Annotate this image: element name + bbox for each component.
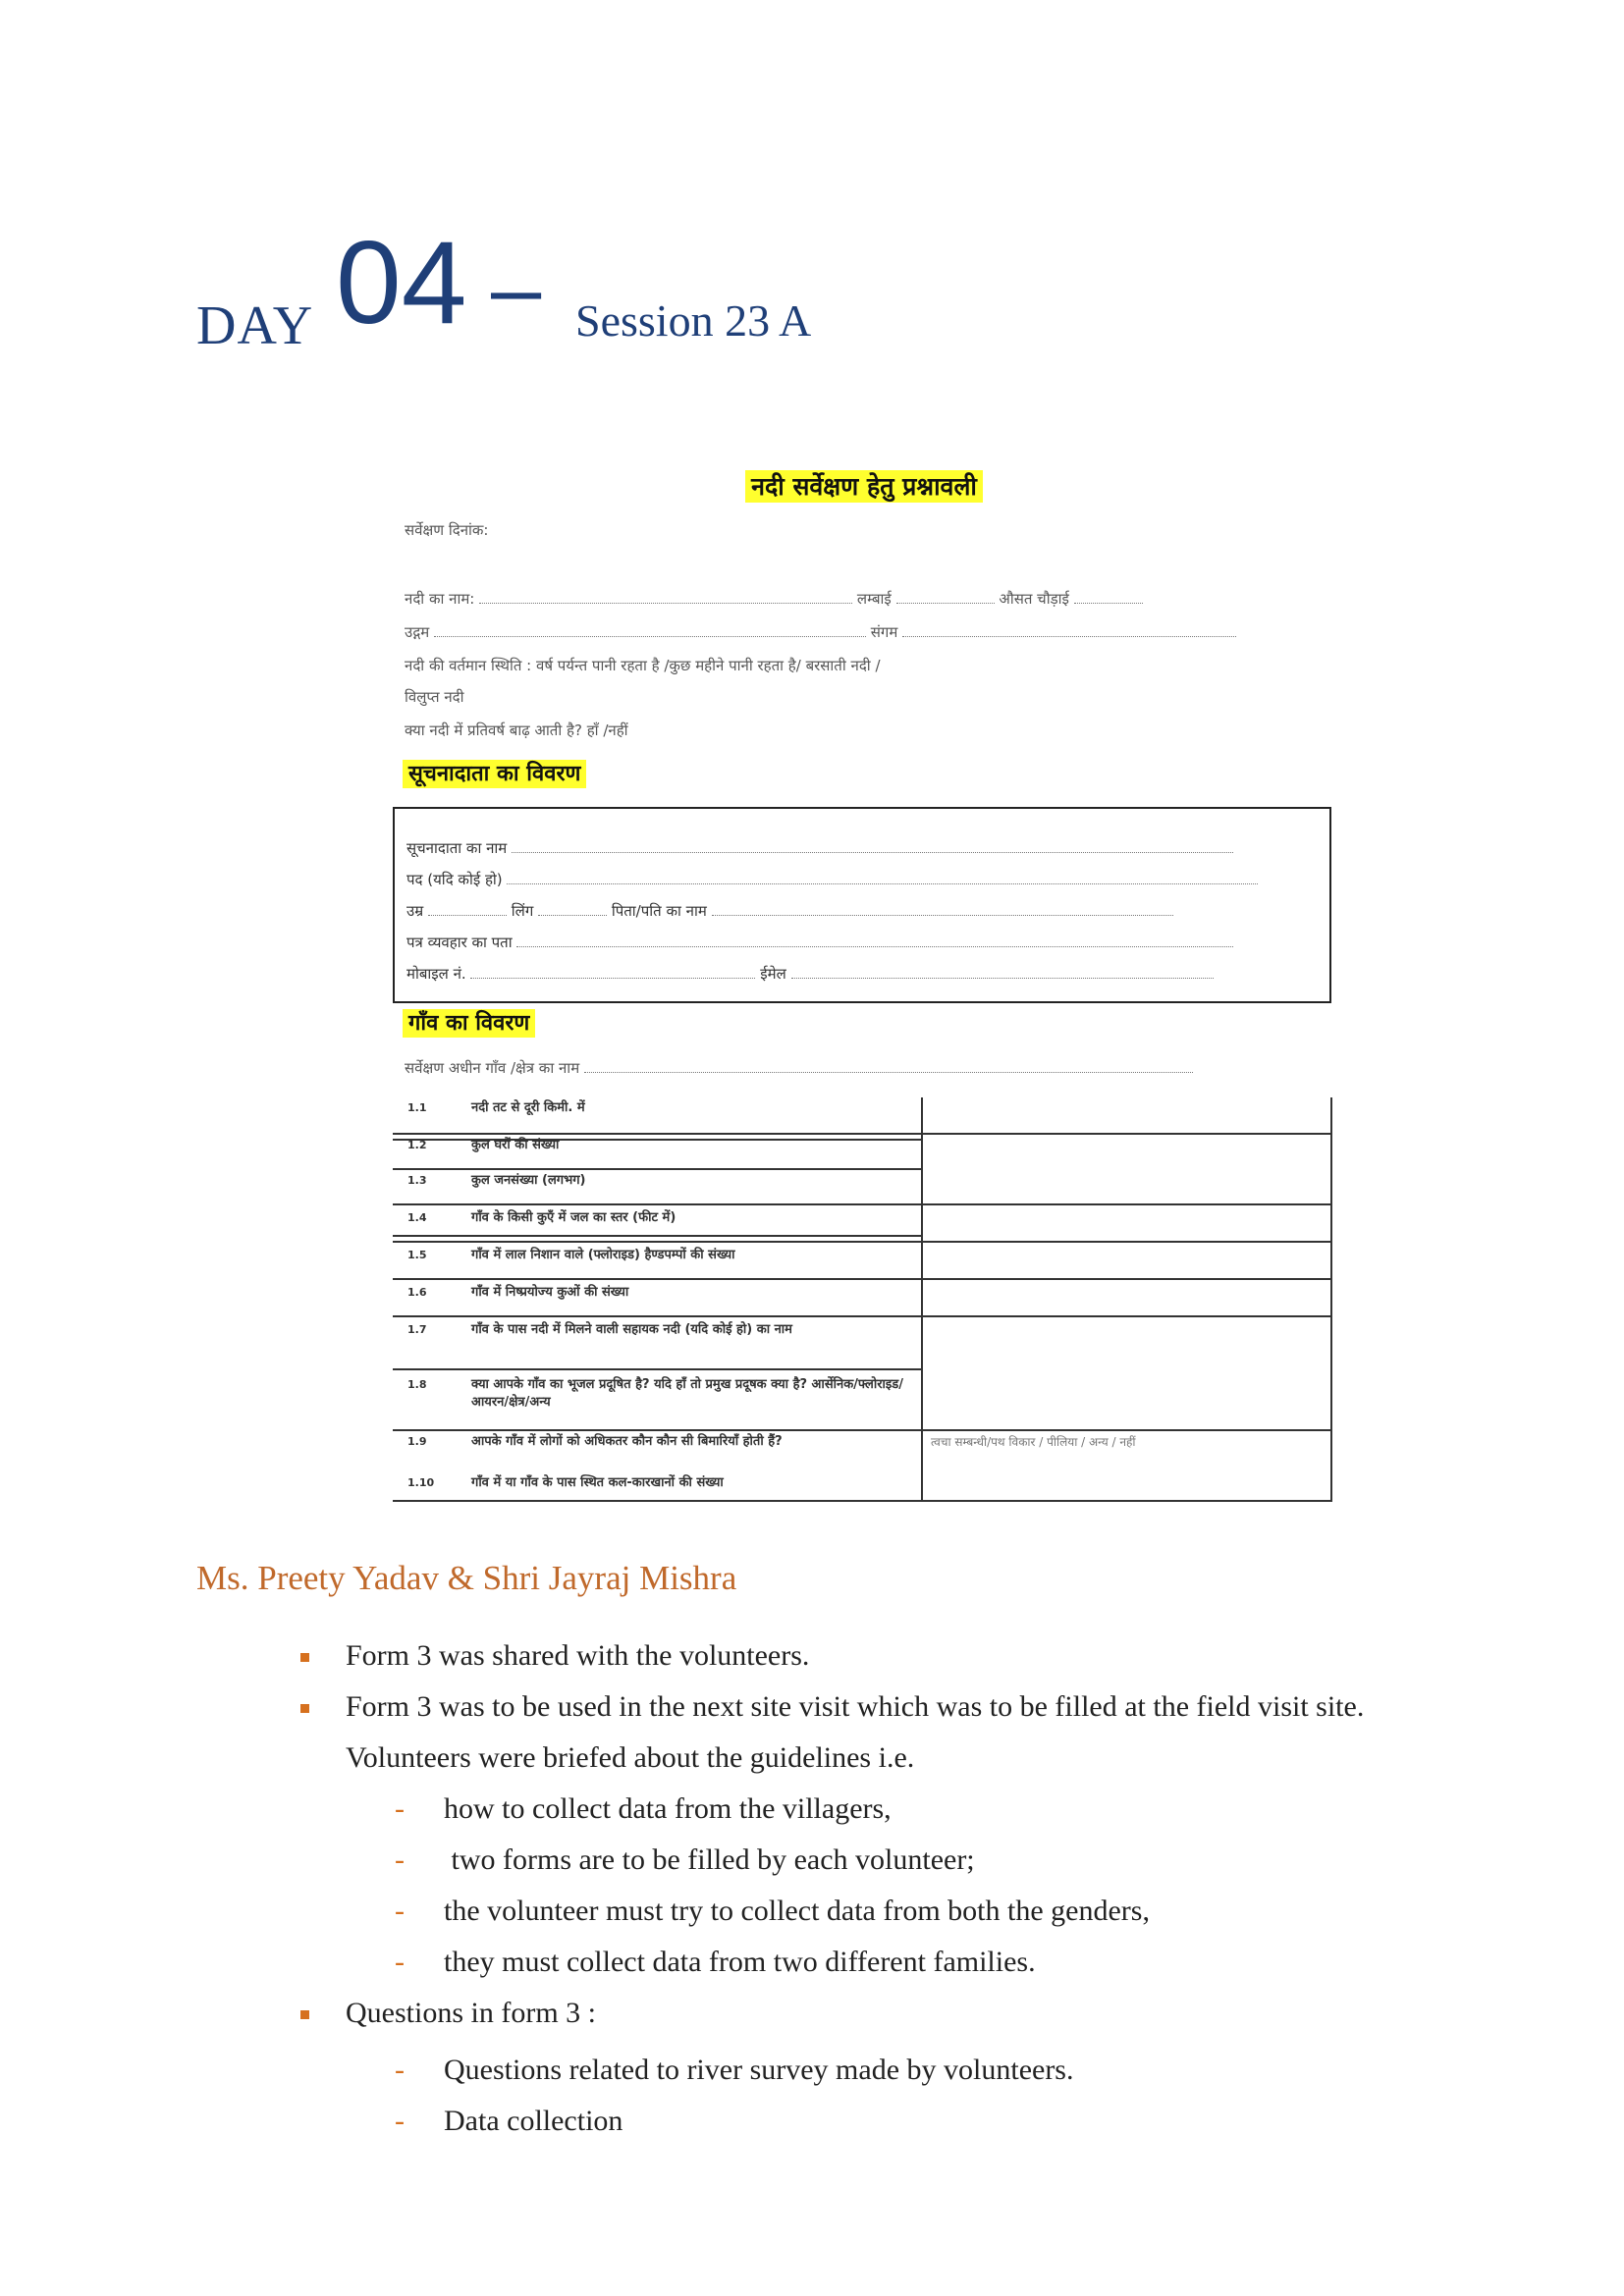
day-number: 04 (336, 217, 467, 348)
bullet-dash-icon: - (395, 1895, 405, 1927)
informant-details-box (393, 807, 1331, 1003)
list-item: - Questions related to river survey made by volunteers. (395, 2054, 1074, 2086)
list-item: Form 3 was shared with the volunteers. (346, 1639, 809, 1673)
bullet-dash-icon: - (395, 1792, 405, 1825)
disease-options: त्वचा सम्बन्धी/पथ विकार / पीलिया / अन्य / नहीं (931, 1435, 1136, 1449)
age-label: उम्र (406, 902, 424, 920)
village-name-label: सर्वेक्षण अधीन गाँव /क्षेत्र का नाम (405, 1059, 580, 1077)
list-item: - they must collect data from two different families. (395, 1946, 1036, 1978)
bullet-dash-icon: - (395, 1843, 405, 1876)
avg-width-label: औसत चौड़ाई (999, 590, 1069, 608)
village-details-table: 1.1 नदी तट से दूरी किमी. में 1.2 कुल घरों की संख्या 1.3 कुल जनसंख्या (लगभग) 1.4 गाँव के किसी कुएँ में जल का स्तर (फीट में) 1.5 गाँव में लाल निशान वाले (फ्लोराइड) हैण्डपम्पों की संख्या 1.6 गाँव में निष्प्रयोज्य कुओं की संख्या 1.7 गाँव के पास नदी में मिलने वाली सहायक नदी (यदि कोई हो) का नाम 1.8 क्या आपके गाँव का भूजल प्रदूषित है? यदि हाँ तो प्रमुख प्रदूषक क्या है? आर्सेनिक/फ्लोराइड/आयरन/क्षेत्र/अन्य 1.9 आपके गाँव में लोगों को अधिकतर कौन कौन सी बिमारियाँ होती हैं? त्वचा सम्बन्धी/पथ विकार / पीलिया / अन्य / नहीं 1.10 गाँव में या गाँव के पास स्थित कल-कारखानों की संख्या (393, 1097, 1332, 1502)
village-heading: गाँव का विवरण (403, 1009, 535, 1038)
village-name-line (405, 1058, 1193, 1078)
informant-name-label: सूचनादाता का नाम (406, 839, 508, 857)
header-dash: – (491, 239, 542, 339)
river-name-line (405, 589, 1143, 609)
presenters: Ms. Preety Yadav & Shri Jayraj Mishra (196, 1559, 737, 1597)
bullet-square-icon (300, 2010, 309, 2019)
informant-post-label: पद (यदि कोई हो) (406, 871, 503, 888)
informant-heading: सूचनादाता का विवरण (403, 760, 586, 788)
river-status-line: नदी की वर्तमान स्थिति : वर्ष पर्यन्त पानी रहता है /कुछ महीने पानी रहता है/ बरसाती नदी / (405, 657, 881, 674)
flood-question: क्या नदी में प्रतिवर्ष बाढ़ आती है? हाँ /नहीं (405, 721, 628, 739)
bullet-dash-icon: - (395, 2054, 405, 2086)
bullet-square-icon (300, 1704, 309, 1713)
survey-date-line (405, 520, 488, 540)
guardian-name-label: पिता/पति का नाम (611, 902, 707, 920)
briefing-line: Volunteers were briefed about the guidelines i.e. (346, 1741, 915, 1774)
list-item: Questions in form 3 : (346, 1997, 596, 2030)
river-name-label: नदी का नाम: (405, 590, 475, 608)
origin-label: उद्गम (405, 623, 430, 641)
session-title: Session 23 A (575, 295, 812, 346)
list-item: - Data collection (395, 2105, 623, 2137)
survey-date-label: सर्वेक्षण दिनांक: (405, 521, 489, 539)
length-label: लम्बाई (856, 590, 892, 608)
confluence-label: संगम (870, 623, 898, 641)
day-word: DAY (196, 295, 314, 356)
list-item: - how to collect data from the villagers, (395, 1792, 892, 1825)
list-item: - the volunteer must try to collect data from both the genders, (395, 1895, 1150, 1927)
gender-label: लिंग (511, 902, 534, 920)
mobile-label: मोबाइल नं. (406, 965, 466, 983)
email-label: ईमेल (760, 965, 786, 983)
list-item: Form 3 was to be used in the next site visit which was to be filled at the field visit site. (346, 1690, 1364, 1724)
bullet-square-icon (300, 1653, 309, 1662)
address-label: पत्र व्यवहार का पता (406, 934, 513, 951)
river-status-line-2: विलुप्त नदी (405, 688, 464, 706)
list-item: - two forms are to be filled by each volunteer; (395, 1843, 975, 1876)
origin-line (405, 622, 1236, 642)
form-title: नदी सर्वेक्षण हेतु प्रश्नावली (745, 470, 983, 503)
bullet-dash-icon: - (395, 2105, 405, 2137)
survey-form-image (393, 461, 1335, 1512)
bullet-dash-icon: - (395, 1946, 405, 1978)
